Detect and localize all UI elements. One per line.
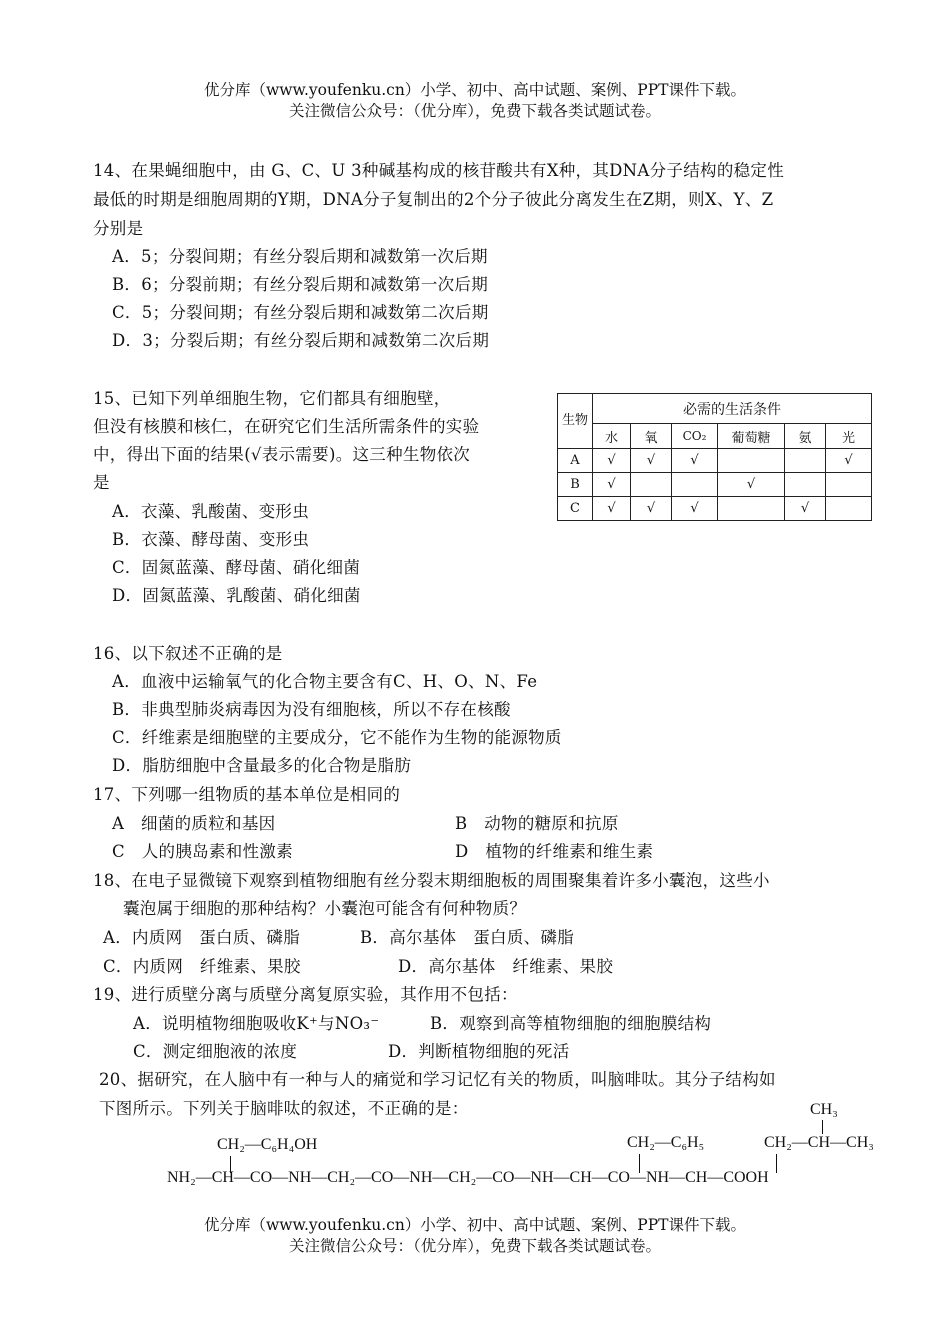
table-row xyxy=(558,449,872,473)
table-col-header: 葡萄糖 xyxy=(718,424,785,449)
structure-side-chain-1: CH₂—C₆H₄OH xyxy=(217,1136,318,1153)
question-16-option-b: B．非典型肺炎病毒因为没有细胞核，所以不存在核酸 xyxy=(112,700,511,719)
table-col-header: 光 xyxy=(826,424,872,449)
question-19-option-c: C．测定细胞液的浓度 xyxy=(133,1042,298,1061)
table-cell xyxy=(826,497,872,521)
question-16-option-c: C．纤维素是细胞壁的主要成分，它不能作为生物的能源物质 xyxy=(112,728,562,747)
structure-side-chain-3-top: CH₃ xyxy=(810,1101,838,1118)
structure-bond-line xyxy=(822,1120,823,1134)
question-18-option-c: C．内质网 纤维素、果胶 xyxy=(103,957,301,976)
table-corner-header: 生物 xyxy=(558,394,593,449)
question-15-line-2: 但没有核膜和核仁，在研究它们生活所需条件的实验 xyxy=(93,417,480,436)
question-17-option-c: C 人的胰岛素和性激素 xyxy=(112,842,293,861)
question-15-line-1: 15、已知下列单细胞生物，它们都具有细胞壁， xyxy=(93,389,451,408)
table-cell: √ xyxy=(631,497,672,521)
question-20-line-2: 下图所示。下列关于脑啡呔的叙述，不正确的是： xyxy=(99,1099,469,1118)
question-18-option-b: B．高尔基体 蛋白质、磷脂 xyxy=(360,928,575,947)
question-14-option-c: C．5；分裂间期；有丝分裂后期和减数第二次后期 xyxy=(112,303,489,322)
question-18-option-a: A．内质网 蛋白质、磷脂 xyxy=(103,928,301,947)
table-cell: √ xyxy=(593,497,631,521)
question-14-option-a: A．5；分裂间期；有丝分裂后期和减数第一次后期 xyxy=(112,247,488,266)
table-row xyxy=(558,473,872,497)
question-15-option-a: A．衣藻、乳酸菌、变形虫 xyxy=(112,502,310,521)
table-row-label: A xyxy=(558,449,593,473)
table-col-header: 氧 xyxy=(631,424,672,449)
structure-side-chain-2: CH₂—C₆H₅ xyxy=(627,1134,705,1151)
question-17-option-d: D 植物的纤维素和维生素 xyxy=(455,842,654,861)
question-15-line-3: 中，得出下面的结果(√表示需要)。这三种生物依次 xyxy=(93,445,471,464)
question-18-line-2: 囊泡属于细胞的那种结构？小囊泡可能含有何种物质？ xyxy=(123,899,527,918)
table-row-label: C xyxy=(558,497,593,521)
question-14-option-d: D．3；分裂后期；有丝分裂后期和减数第二次后期 xyxy=(112,331,490,350)
table-cell: √ xyxy=(672,497,718,521)
structure-bond-line xyxy=(776,1154,777,1173)
question-17-option-a: A 细菌的质粒和基因 xyxy=(112,814,276,833)
table-cell xyxy=(672,473,718,497)
table-group-header: 必需的生活条件 xyxy=(593,394,872,424)
footer-line-1: 优分库（www.youfenku.cn）小学、初中、高中试题、案例、PPT课件下载。 xyxy=(203,1216,747,1234)
structure-backbone: NH₂—CH—CO—NH—CH₂—CO—NH—CH₂—CO—NH—CH—CO—NH—CH—COOH xyxy=(167,1169,769,1186)
table-cell xyxy=(826,473,872,497)
question-18-option-d: D．高尔基体 纤维素、果胶 xyxy=(398,957,614,976)
table-cell: √ xyxy=(826,449,872,473)
living-conditions-table xyxy=(557,393,872,521)
table-col-header: 水 xyxy=(593,424,631,449)
table-col-header: 氨 xyxy=(785,424,826,449)
table-cell xyxy=(718,497,785,521)
question-18-line-1: 18、在电子显微镜下观察到植物细胞有丝分裂末期细胞板的周围聚集着许多小囊泡，这些小 xyxy=(93,871,770,890)
question-19-option-b: B．观察到高等植物细胞的细胞膜结构 xyxy=(430,1014,712,1033)
table-cell: √ xyxy=(785,497,826,521)
question-15-option-d: D．固氮蓝藻、乳酸菌、硝化细菌 xyxy=(112,586,361,605)
question-17-option-b: B 动物的糖原和抗原 xyxy=(455,814,619,833)
table-cell: √ xyxy=(593,473,631,497)
header-line-1: 优分库（www.youfenku.cn）小学、初中、高中试题、案例、PPT课件下载。 xyxy=(203,81,747,99)
question-16-option-d: D．脂肪细胞中含量最多的化合物是脂肪 xyxy=(112,756,412,775)
question-17-stem: 17、下列哪一组物质的基本单位是相同的 xyxy=(93,785,401,804)
question-16-stem: 16、以下叙述不正确的是 xyxy=(93,644,283,663)
table-cell xyxy=(718,449,785,473)
question-15-option-b: B．衣藻、酵母菌、变形虫 xyxy=(112,530,310,549)
question-16-option-a: A．血液中运输氧气的化合物主要含有C、H、O、N、Fe xyxy=(112,672,538,691)
question-14-line-2: 最低的时期是细胞周期的Y期，DNA分子复制出的2个分子彼此分离发生在Z期，则X、Y、Z xyxy=(93,190,774,209)
question-19-option-a: A．说明植物细胞吸收K⁺与NO₃⁻ xyxy=(133,1014,380,1033)
structure-side-chain-3: CH₂—CH—CH₃ xyxy=(764,1134,874,1151)
table-cell xyxy=(631,473,672,497)
table-cell: √ xyxy=(672,449,718,473)
question-14-line-1: 14、在果蝇细胞中，由 G、C、U 3种碱基构成的核苷酸共有X种，其DNA分子结构的稳定性 xyxy=(93,161,785,180)
table-cell xyxy=(785,449,826,473)
header-line-2: 关注微信公众号：（优分库），免费下载各类试题试卷。 xyxy=(288,102,661,120)
footer-line-2: 关注微信公众号：（优分库），免费下载各类试题试卷。 xyxy=(288,1237,661,1255)
question-15-line-4: 是 xyxy=(93,473,110,492)
table-cell: √ xyxy=(718,473,785,497)
question-19-stem: 19、进行质壁分离与质壁分离复原实验，其作用不包括： xyxy=(93,985,518,1004)
question-14-line-3: 分别是 xyxy=(93,219,144,238)
table-cell xyxy=(785,473,826,497)
table-cell: √ xyxy=(631,449,672,473)
table-row xyxy=(558,497,872,521)
question-19-option-d: D．判断植物细胞的死活 xyxy=(388,1042,570,1061)
question-15-option-c: C．固氮蓝藻、酵母菌、硝化细菌 xyxy=(112,558,361,577)
table-row-label: B xyxy=(558,473,593,497)
table-cell: √ xyxy=(593,449,631,473)
table-col-header: CO₂ xyxy=(672,424,718,449)
question-14-option-b: B．6；分裂前期；有丝分裂后期和减数第一次后期 xyxy=(112,275,489,294)
question-20-line-1: 20、据研究，在人脑中有一种与人的痛觉和学习记忆有关的物质，叫脑啡呔。其分子结构如 xyxy=(99,1070,776,1089)
